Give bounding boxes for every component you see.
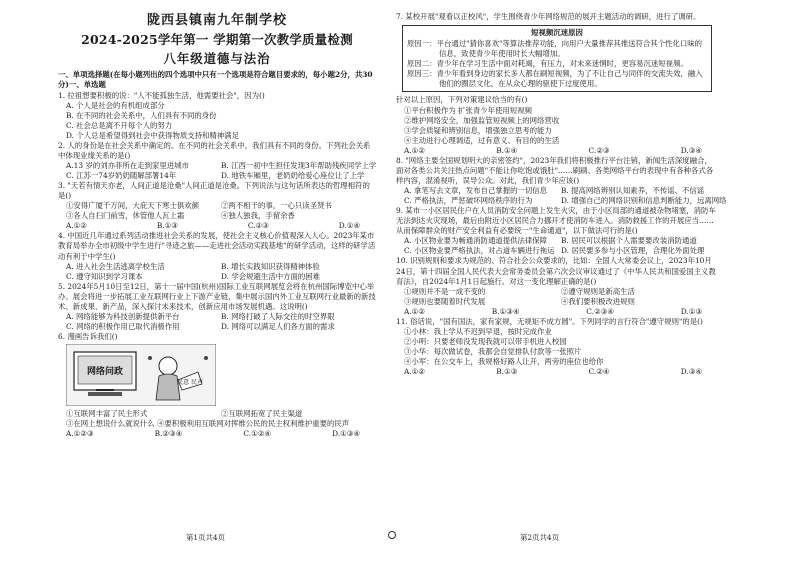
option-b: B.①③	[156, 221, 178, 231]
statement-3: ③各人自扫门前雪，休管他人瓦上霜	[66, 211, 185, 221]
option-a: A. 拿笔写去文章，发布自己掌握的一切信息	[404, 186, 548, 195]
option-b: B.①③	[496, 367, 518, 377]
section-heading: 一、单项选择题(在每小题列出的四个选项中只有一个选项是符合题目要求的，每小题2分，共30分)一、单选题	[58, 70, 373, 90]
option-b: B. 提高网络辨别认知素养，不传谣、不信谣	[561, 186, 705, 195]
option-c: C. 江苏一74岁奶奶随解部署14年	[66, 171, 177, 181]
statement-1: ①互联网丰富了民主形式	[66, 409, 148, 419]
option-a: A. 个人是社会的有机组成部分	[66, 100, 165, 110]
statement-2: ②小明：只要老师没发现我就可以带手机进入校园	[404, 336, 567, 346]
option-b: B.②③④	[154, 429, 183, 439]
question-stem: 7. 某校开展"观看以正校风"，学生围绕青少年网络规范的展开主题活动的调研，进行了调研。	[396, 12, 701, 21]
option-d: D. 居民要多参与小区管理，合理化外面处理	[561, 246, 705, 256]
question-stem: 6. 漫画告诉我们()	[58, 332, 118, 342]
option-d: D.③④	[680, 367, 702, 377]
question-11	[396, 317, 718, 377]
option-a: A.13 岁的刘亦菲所在走到家里进城市	[66, 160, 189, 170]
question-7	[396, 12, 718, 156]
box-title: 短视频沉迷原因	[531, 28, 583, 38]
option-a: A.①②	[404, 306, 425, 316]
question-5	[58, 282, 376, 332]
statement-4: ④我们要积极改进规则	[561, 296, 635, 306]
statement-3-4: ③在网上想说什么就说什么 ④要积极利用互联网对挥维公民的民主权利维护重要的民声	[66, 419, 350, 429]
question-1	[58, 91, 376, 141]
exam-term: 2024-2025学年第一 学期第一次教学质量检测	[81, 31, 353, 47]
statement-2: ②维护网络安全，加强监管短视频上的网络营收	[404, 115, 560, 125]
reason-3: 原因三：青少年看到身边的家长多人都在刷短视频，为了不让自己与同伴的交流失效，融入他们的圈层文化，在从众心理的驱使下过度使用。	[407, 69, 703, 89]
statement-1: ①安得广厦千万间，大庇天下寒士俱欢颜	[66, 201, 200, 211]
question-2	[58, 141, 376, 181]
left-page	[58, 12, 376, 439]
option-c: C.②④	[588, 367, 610, 377]
exam-subject: 八年级道德与法治	[163, 50, 271, 66]
option-b: B.①③④	[491, 306, 520, 316]
question-stem: 9. 某市一小区居民住户在人员消防安全问题上发生火灾，由于小区局部的通道被杂物堵塞，消防车无法到达火灾现场，最后由附近小区居民合力挪开才使消防车进入。消防救援工作的开展应当……从而保障群众的财产安全利益有必要统一"生命通道"，以下做法可行的是()	[396, 206, 716, 236]
option-a: A.①②	[66, 221, 87, 231]
school-name: 陇西县镇南九年制学校	[146, 13, 287, 28]
page-number-left: 第1页共4页	[186, 533, 225, 542]
question-10	[396, 256, 718, 316]
question-stem: 8. "网络主要全国规划明大的亲密签约"，2023年我们将积极推行平台注销，新闻生活深度融合，面对各类公共关注热点问题"不能让你吃饱或饿肚"……刷刷、各类网络平台的表现中有各种各式各样内容，混淆视听，误导公众。对此，我们青少年应该()	[396, 155, 714, 185]
statement-1: ①小林：我上学从不迟到早退，按时完成作业	[404, 326, 552, 336]
right-page	[396, 12, 727, 377]
option-d: D. 学会规避生活中方面的困难	[221, 271, 321, 281]
option-a: A.①②	[404, 367, 425, 377]
option-c: C. 网络的积极作用已取代消极作用	[66, 321, 180, 331]
question-stem: 4. 中国近几年通过系列活动推进社会关系的发展，使社会主义核心价值观深入人心。2023年某市教育局举办全市初级中学生进行"寻迹之旅——走进社会活动实践基地"的研学活动，这样的研学活动有利于中学生()	[58, 231, 376, 261]
question-4	[58, 231, 376, 281]
statement-2: ②两不相干的事，一心只读圣贤书	[221, 201, 332, 211]
cartoon-label-right: 民意 民声	[177, 379, 203, 387]
reason-1: 原因一：平台通过"猜你喜欢"等算法推荐功能，向用户大量推荐其推送符合其个性化口味的信息，致使青少年使用时长大幅增加。	[407, 39, 703, 59]
question-stem: 1. 拉祖想要积极的说："人不能孤独生活，他需要社会"，因为()	[58, 90, 265, 100]
statement-3: ③小华：每次做试卷，我都会自觉排队付款等一张照片	[404, 347, 582, 356]
option-c: C.①②④	[243, 429, 272, 439]
option-d: D.③④	[680, 145, 702, 155]
center-circle-icon	[388, 531, 396, 539]
question-6	[58, 332, 376, 439]
option-c: C. 社会总是离不开每个人的努力	[66, 120, 173, 130]
option-c: C. 严格执法，严惩破坏网络秩序的行为	[404, 196, 533, 206]
question-stem: 11. 俗话说，"国有国法，家有家规，无规矩不成方圆"。下列同学的言行符合"遵守规则"的是()	[396, 316, 703, 326]
question-8	[396, 155, 727, 206]
option-d: D. 地铁车厢里，老奶奶给爱心座位让了上学	[221, 171, 365, 181]
option-a: A.①②③	[66, 429, 94, 439]
statement-1: ①规则并不是一成不变的	[404, 286, 486, 296]
option-c: C. 遵守知识到学习课本	[66, 271, 143, 281]
question-stem: 10. 识别规则和要求为规范的、符合社会公众要求的，比如：全国人大常委会议上，2023年10月24日，第十四届全国人民代表大会常务委员会第六次会议审议通过了《中华人民共和国爱国主义教育法》，自2024年1月1日起施行。对这一变化理解正确的是()	[396, 256, 716, 286]
question-9	[396, 206, 718, 256]
cartoon-image	[66, 344, 216, 406]
option-a: A. 小区物业要为畅通消防通道提供法律保障	[404, 236, 548, 246]
option-b: B. 居民可以根据个人需要要改装消防通道	[561, 236, 697, 246]
page-number-right: 第2页共4页	[520, 533, 559, 542]
option-d: D.①③④	[332, 429, 360, 439]
question-stem: 2. 人的身份是在社会关系中确定的。在不同的社会关系中，我们具有不同的身份。下列社会关系中体现业缘关系的是()	[58, 140, 371, 160]
option-b: B. 江西一初中生担任发现3年帮助残疾同学上学	[221, 160, 377, 170]
option-b: B.①④	[496, 145, 518, 155]
reasons-box	[402, 25, 712, 92]
reason-2: 原因二：青少年在学习生活中面对耗竭，有压力，对未来迷惘时，更容易沉迷短视频。	[407, 59, 688, 69]
cartoon-drawing	[66, 344, 216, 406]
option-d: D. 网络可以满足人们各方面的需求	[221, 321, 335, 331]
option-b: B. 在不同的社会关系中，人们具有不同的身份	[66, 110, 217, 120]
statement-3: ③规则也要随着时代发展	[404, 296, 486, 306]
statement-4: ④主动进行心理调适，过有意义、有目的的生活	[404, 135, 560, 145]
option-d: D.①③	[680, 306, 702, 316]
statement-3: ③学会质疑和辨别信息，增强独立思考的能力	[404, 125, 552, 135]
option-c: C.②③	[247, 221, 269, 231]
option-c: C.②③	[588, 145, 610, 155]
option-d: D. 个人总是希望得到社会中获得物质支持和精神满足	[66, 130, 239, 140]
option-b: B. 增长实践知识获得精神体验	[221, 261, 320, 271]
option-d: D.①④	[338, 221, 360, 231]
question-stem: 5. 2024年5月10日至12日，第十一届中国(杭州)国际工业互联网展览会将在杭州国际博览中心举办。展会将进一步拓展工业互联网行业上下游产业链，集中展示国内外工业互联网行业最新的新技术、新成果、新产品，深入探讨未来技术，创新应用市场发展机遇。这说明()	[58, 281, 376, 311]
option-a: A. 进入社会生活逃离学校生活	[66, 261, 165, 271]
option-b: B. 网络打破了人际交往的时空界限	[221, 311, 335, 321]
question-prompt: 针对以上原因，下列对策建议恰当的有()	[396, 95, 528, 105]
option-d: D. 增强自己的网络识别和信息判断能力，远离网络	[561, 196, 727, 206]
question-3	[58, 181, 376, 231]
cartoon-label-left: 网络问政	[86, 367, 124, 378]
statement-4: ④小军：在公交车上，我规格好路人让开，两旁的座位也给你	[404, 357, 604, 367]
option-c: C. 小区物业要严格执法，对占道车辆进行拖运	[404, 246, 555, 256]
option-a: A.①②	[404, 145, 425, 155]
option-a: A. 网络能够为科技创新提供新平台	[66, 311, 180, 321]
statement-2: ②互联网拓宽了民主渠道	[221, 409, 303, 419]
statement-2: ②遵守规则是新高生活	[561, 286, 635, 296]
option-c: C.②③④	[586, 306, 614, 316]
question-stem: 3. "天若有情天亦老，人间正道是沧桑"人间正道是沧桑。下列说法与这句话所表达的哲理相符的是()	[58, 181, 370, 201]
statement-1: ①平台积极作为 扩张青少年使用短视频	[404, 105, 532, 115]
statement-4: ④独人独我，手留余香	[221, 211, 295, 221]
